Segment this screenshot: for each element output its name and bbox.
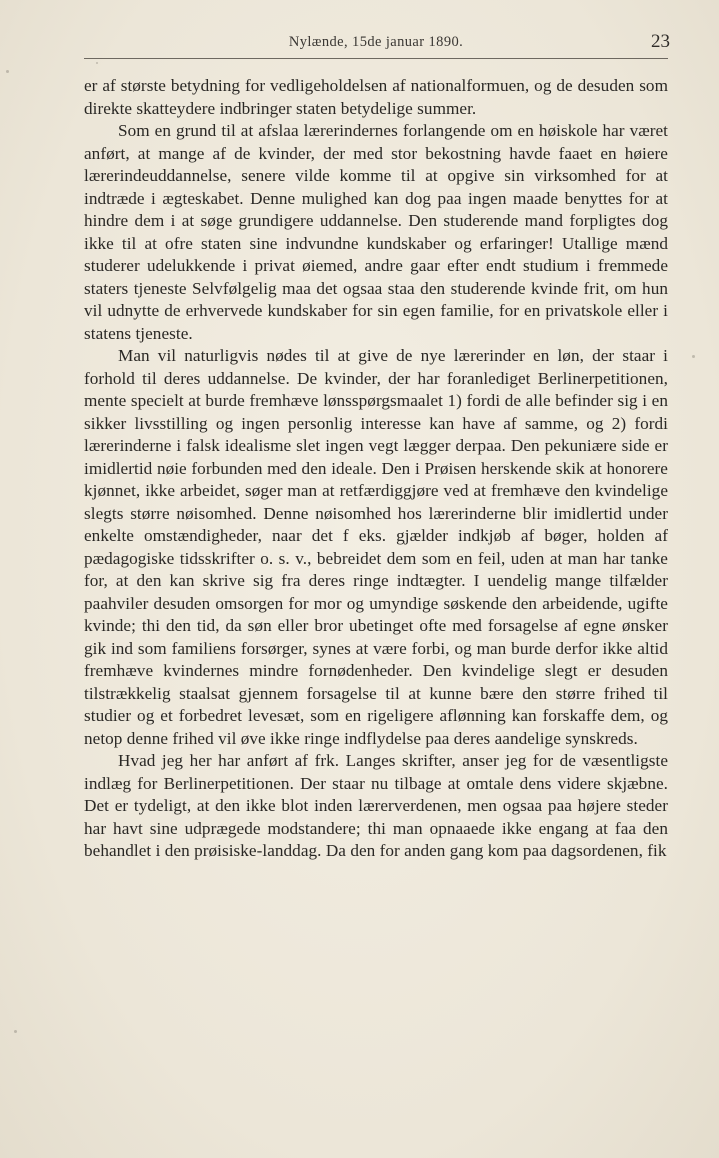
running-head: Nylænde, 15de januar 1890. — [288, 34, 464, 50]
paragraph-4: Hvad jeg her har anført af frk. Langes skrifter, anser jeg for de væsentligste indlæg for Berlinerpetitionen. Der staar nu tilbage at omtale dens videre skjæbne. Det er tydeligt, at den ikke blot inden lærerverdenen, men ogsaa paa højere steder har havt sine udprægede modstandere; thi man opnaaede ikke engang at faa den behandlet i den prøisiske-landdag. Da den for anden gang kom paa dagsordenen, fik — [84, 751, 668, 860]
paragraph-3: Man vil naturligvis nødes til at give de nye lærerinder en løn, der staar i forhold til deres uddannelse. De kvinder, der har foranlediget Berlinerpetitionen, mente specielt at burde fremhæve lønsspørgsmaalet 1) fordi de alle befinder sig i en sikker livsstilling og ingen personlig interesse kan have af samme, og 2) fordi lærerinderne i falsk idealisme slet ingen vegt lægger derpaa. Den pekuniære side er imidlertid nøie forbunden med den ideale. Den i Prøisen herskende skik at honorere kjønnet, ikke arbeidet, søger man at retfærdiggjøre ved at fremhæve den kvindelige slegts større nøisomhed. Denne nøisomhed hos lærerinderne blir imidlertid under enkelte omstændigheder, naar det f eks. gjælder indkjøb af bøger, holden af pædagogiske tidsskrifter o. s. v., bebreidet dem som en feil, uden at man har tanke for, at den kan skrive sig fra deres ringe indtægter. I uendelig mange tilfælder paahviler desuden omsorgen for mor og umyndige søskende den arbeidende, ugifte kvinde; thi den tid, da søn eller bror ubetinget ofte med forsagelse af egne ønsker gik ind som familiens forsørger, synes at være forbi, og man burde derfor ikke altid fremhæve kvindernes mindre fornødenheder. Den kvindelige slegt er desuden tilstrækkelig staalsat gjennem forsagelse til at kunne bære den større frihed til studier og et forbedret levesæt, som en rigeligere aflønning kan forskaffe dem, og netop denne frihed vil øve ikke ringe indflydelse paa deres aandelige synskreds. — [84, 346, 668, 748]
page-header — [84, 28, 668, 59]
paper-speck — [14, 1030, 17, 1033]
paragraph-2: Som en grund til at afslaa lærerindernes forlangende om en høiskole har været anført, at mange af de kvinder, der med stor bekostning havde faaet en høiere lærerindeuddannelse, senere vilde komme til at opgive sin virksomhed for at indtræde i ægteskabet. Denne mulighed kan dog paa ingen maade benyttes for at hindre dem i at søge grundigere uddannelse. Den studerende mand forpligtes dog ikke til at ofre staten sine indvundne kundskaber og erfaringer! Utallige mænd studerer udelukkende i privat øiemed, andre gaar efter endt studium i fremmede staters tjeneste Selvfølgelig maa det ogsaa staa den studerende kvinde frit, om hun vil udnytte de erhvervede kundskaber for sin egen familie, for en privatskole eller i statens tjeneste. — [84, 121, 668, 343]
paper-speck — [96, 62, 98, 64]
paper-speck — [692, 355, 695, 358]
page-number: 23 — [651, 31, 670, 52]
body-text — [84, 75, 668, 863]
paper-speck — [6, 70, 9, 73]
paragraph-1: er af største betydning for vedligeholdelsen af nationalformuen, og de desuden som direkte skatteydere indbringer staten betydelige summer. — [84, 76, 668, 118]
